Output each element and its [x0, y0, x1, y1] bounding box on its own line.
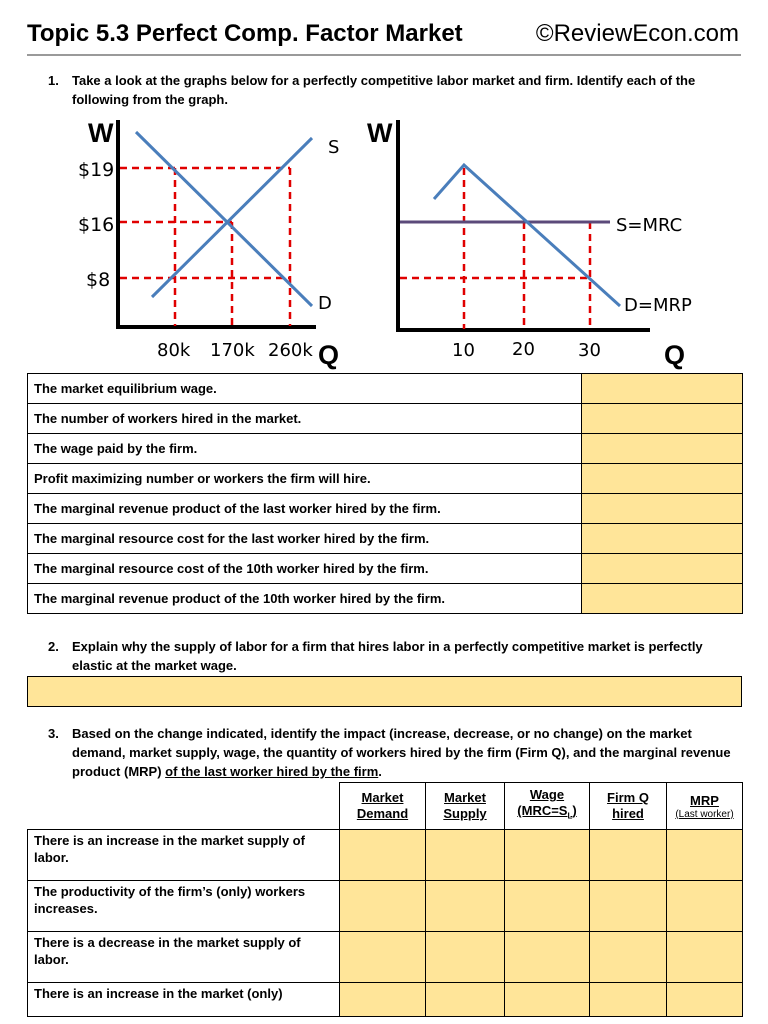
mrc-label: S=MRC — [616, 215, 683, 236]
question-number: 1. — [48, 73, 59, 88]
answer-cell[interactable] — [505, 932, 590, 983]
row-prompt: The wage paid by the firm. — [28, 434, 582, 464]
impact-table — [27, 782, 743, 1017]
mrp-label: D=MRP — [624, 295, 692, 316]
answer-cell[interactable] — [590, 881, 667, 932]
answer-cell[interactable] — [582, 524, 743, 554]
question-text-main: Based on the change indicated, identify the impact (increase, decrease, or no change) on the market demand, market supply, wage, the quantity of workers hired by the firm (Firm Q), and the marginal revenue product (MRP) — [72, 726, 731, 779]
answer-cell[interactable] — [426, 932, 505, 983]
answer-cell[interactable] — [582, 494, 743, 524]
y-tick-label: $8 — [86, 269, 111, 291]
x-tick-label: 10 — [452, 340, 475, 361]
answer-cell[interactable] — [582, 434, 743, 464]
question-3 — [48, 724, 748, 782]
mrp-curve — [434, 165, 620, 306]
header-mrp: MRP (Last worker) — [667, 783, 743, 830]
answer-cell[interactable] — [590, 932, 667, 983]
page-title: Topic 5.3 Perfect Comp. Factor Market — [27, 20, 463, 47]
header-market-demand: Market Demand — [340, 783, 426, 830]
table-row — [28, 374, 743, 404]
table-row — [28, 983, 743, 1017]
row-prompt: The marginal resource cost of the 10th worker hired by the firm. — [28, 554, 582, 584]
question-1 — [48, 71, 748, 111]
question-text — [72, 724, 740, 781]
page-header — [27, 18, 741, 56]
demand-label: D — [318, 293, 332, 314]
table-row — [28, 524, 743, 554]
table-row — [28, 881, 743, 932]
firm-graph — [367, 118, 692, 370]
answer-cell[interactable] — [582, 464, 743, 494]
row-scenario: The productivity of the firm’s (only) workers increases. — [28, 881, 340, 932]
answer-cell[interactable] — [667, 881, 743, 932]
blank-header — [28, 783, 340, 830]
row-prompt: The number of workers hired in the market. — [28, 404, 582, 434]
header-wage: Wage $(MRC=S_L)$ — [505, 783, 590, 830]
supply-label: S — [328, 137, 340, 158]
answer-cell[interactable] — [340, 932, 426, 983]
header-firm-q: Firm Q hired — [590, 783, 667, 830]
answer-cell[interactable] — [582, 554, 743, 584]
question-2 — [48, 637, 748, 677]
answer-cell[interactable] — [582, 584, 743, 614]
table-row — [28, 830, 743, 881]
answer-cell[interactable] — [426, 830, 505, 881]
firm-x-axis-label: Q — [664, 340, 686, 370]
firm-y-axis-label: W — [367, 118, 393, 148]
header-market-supply: Market Supply — [426, 783, 505, 830]
x-tick-label: 20 — [512, 339, 535, 360]
answer-cell[interactable] — [426, 881, 505, 932]
answer-cell[interactable] — [582, 374, 743, 404]
answer-cell[interactable] — [590, 983, 667, 1017]
question-number: 2. — [48, 639, 59, 654]
answer-cell[interactable] — [505, 881, 590, 932]
answer-cell[interactable] — [340, 830, 426, 881]
question-text: Take a look at the graphs below for a perfectly competitive labor market and firm. Identify each of the following from the graph. — [72, 73, 696, 107]
table-row — [28, 584, 743, 614]
x-tick-label: 170k — [210, 340, 255, 361]
table-row — [28, 434, 743, 464]
table-row — [28, 494, 743, 524]
answer-cell[interactable] — [505, 983, 590, 1017]
x-tick-label: 260k — [268, 340, 313, 361]
answer-cell[interactable] — [340, 983, 426, 1017]
x-tick-label: 30 — [578, 340, 601, 361]
answer-cell[interactable] — [582, 404, 743, 434]
answer-cell[interactable] — [426, 983, 505, 1017]
demand-curve — [136, 132, 312, 306]
x-tick-label: 80k — [157, 340, 191, 361]
market-graph — [78, 118, 339, 370]
market-y-axis-label: W — [88, 118, 114, 148]
market-dashed-guides — [120, 168, 290, 326]
y-tick-label: $16 — [78, 214, 115, 236]
row-prompt: The market equilibrium wage. — [28, 374, 582, 404]
identify-table — [27, 373, 743, 614]
row-scenario: There is a decrease in the market supply of labor. — [28, 932, 340, 983]
site-name: ©ReviewEcon.com — [535, 20, 739, 47]
row-prompt: The marginal resource cost for the last worker hired by the firm. — [28, 524, 582, 554]
y-tick-label: $19 — [78, 159, 115, 181]
answer-cell[interactable] — [667, 830, 743, 881]
row-scenario: There is an increase in the market supply of labor. — [28, 830, 340, 881]
table-header-row — [28, 783, 743, 830]
row-scenario: There is an increase in the market (only) — [28, 983, 340, 1017]
answer-cell[interactable] — [590, 830, 667, 881]
question-text-end: . — [378, 764, 382, 779]
table-row — [28, 404, 743, 434]
market-x-axis-label: Q — [318, 340, 340, 370]
graphs — [0, 112, 768, 374]
table-row — [28, 554, 743, 584]
answer-cell[interactable] — [505, 830, 590, 881]
row-prompt: The marginal revenue product of the last worker hired by the firm. — [28, 494, 582, 524]
row-prompt: The marginal revenue product of the 10th worker hired by the firm. — [28, 584, 582, 614]
question-text: Explain why the supply of labor for a firm that hires labor in a perfectly competitive market is perfectly elastic at the market wage. — [72, 639, 703, 673]
row-prompt: Profit maximizing number or workers the firm will hire. — [28, 464, 582, 494]
question-text-underlined: of the last worker hired by the firm — [165, 764, 379, 779]
question-number: 3. — [48, 726, 59, 741]
answer-cell[interactable] — [667, 932, 743, 983]
table-row — [28, 932, 743, 983]
table-row — [28, 464, 743, 494]
answer-cell[interactable] — [340, 881, 426, 932]
answer-box[interactable] — [27, 676, 742, 707]
answer-cell[interactable] — [667, 983, 743, 1017]
